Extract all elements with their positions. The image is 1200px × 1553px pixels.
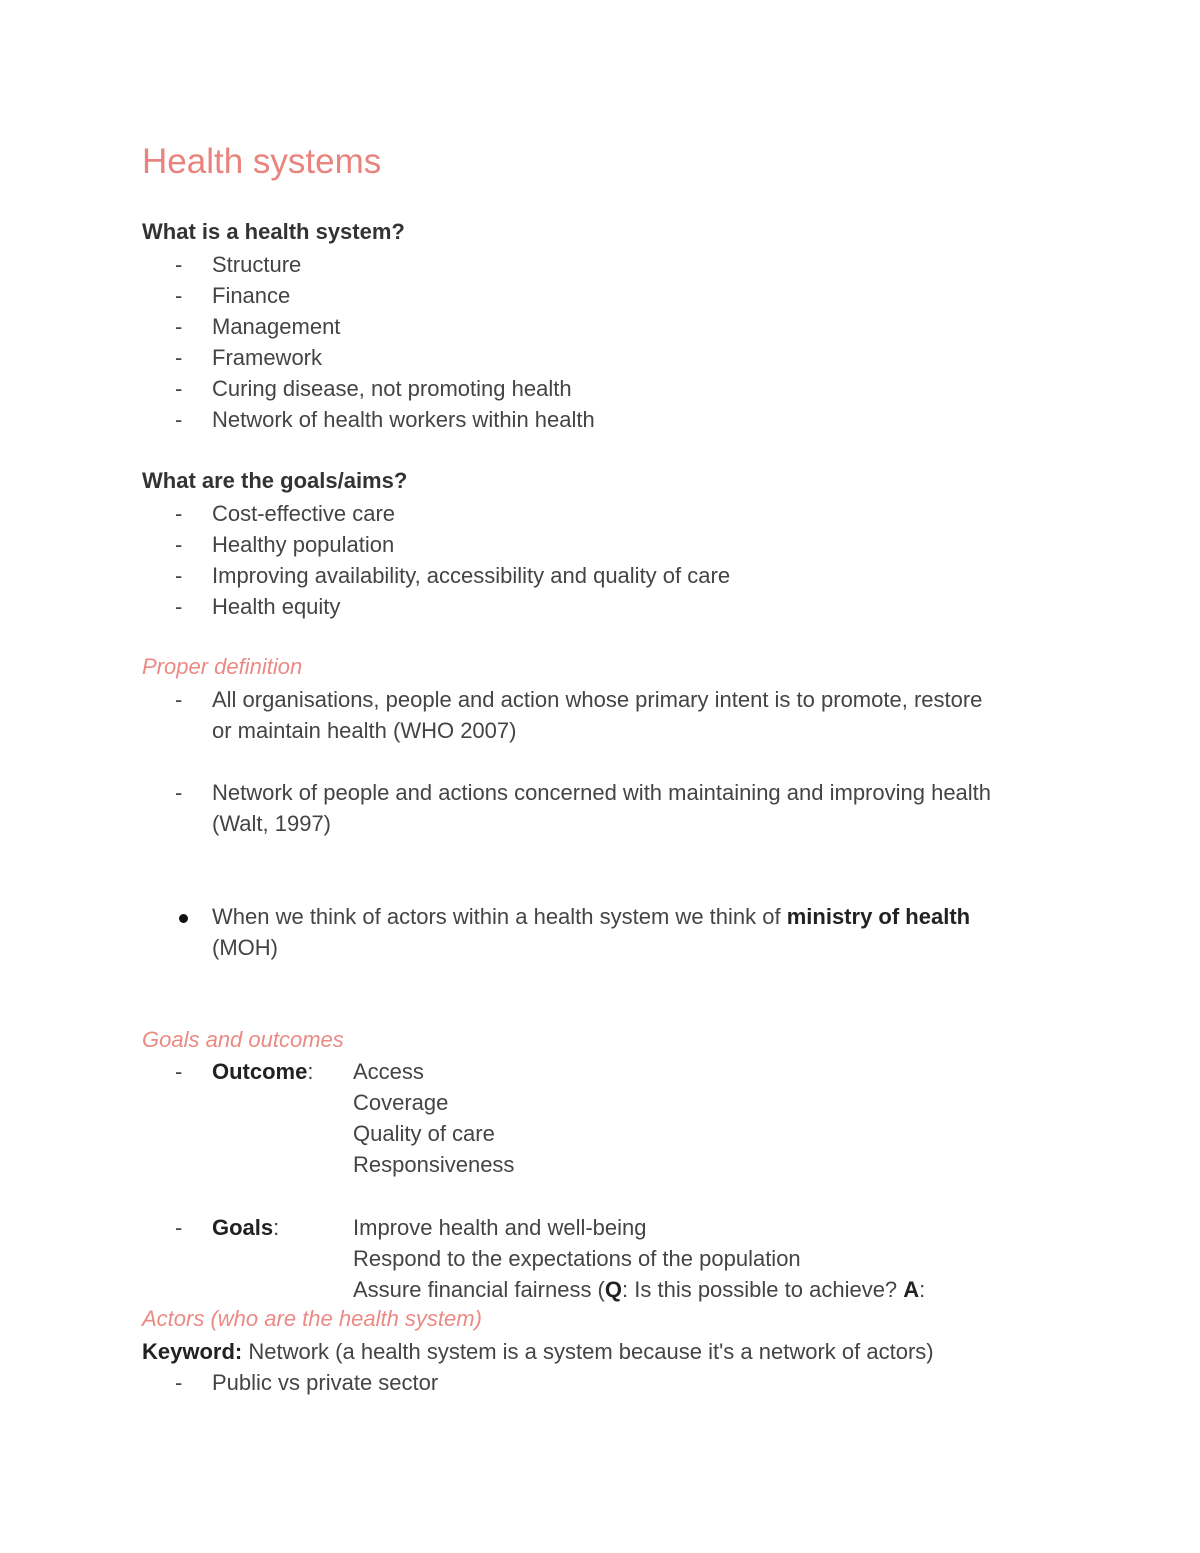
actors-note-line-1: When we think of actors within a health system we think of ministry of health (212, 904, 971, 929)
list-dash: - (175, 376, 183, 401)
list-dash: - (175, 532, 183, 557)
list-dash: - (175, 501, 183, 526)
list-item: Health equity (212, 594, 341, 619)
outcome-item: Quality of care (353, 1121, 495, 1146)
list-item: Public vs private sector (212, 1370, 439, 1395)
list-dash: - (175, 780, 183, 805)
definition-1-line-1: All organisations, people and action whose primary intent is to promote, restore (212, 687, 983, 712)
outcome-item: Responsiveness (353, 1152, 515, 1177)
list-item: Finance (212, 283, 291, 308)
outcome-item: Coverage (353, 1090, 449, 1115)
list-item: Framework (212, 345, 323, 370)
list-dash: - (175, 407, 183, 432)
goals-label: Goals: (212, 1215, 280, 1240)
outcome-item: Access (353, 1059, 424, 1084)
bullet-dot-icon (179, 914, 188, 923)
goals-item: Improve health and well-being (353, 1215, 647, 1240)
definition-1-line-2: or maintain health (WHO 2007) (212, 718, 517, 743)
outcome-label: Outcome: (212, 1059, 314, 1084)
section-heading-actors: Actors (who are the health system) (142, 1306, 482, 1331)
section-heading-what-is: What is a health system? (142, 219, 405, 244)
section-heading-goals-outcomes: Goals and outcomes (142, 1027, 344, 1052)
list-item: Curing disease, not promoting health (212, 376, 572, 401)
section-heading-goals-aims: What are the goals/aims? (142, 468, 408, 493)
list-dash: - (175, 252, 183, 277)
list-dash: - (175, 594, 183, 619)
list-dash: - (175, 283, 183, 308)
list-item: Cost-effective care (212, 501, 396, 526)
list-dash: - (175, 1370, 183, 1395)
section-heading-proper-definition: Proper definition (142, 654, 303, 679)
list-dash: - (175, 1215, 183, 1240)
list-dash: - (175, 687, 183, 712)
list-item: Management (212, 314, 341, 339)
list-item: Network of health workers within health (212, 407, 595, 432)
list-item: Structure (212, 252, 302, 277)
list-item: Healthy population (212, 532, 395, 557)
list-dash: - (175, 314, 183, 339)
keyword-line: Keyword: Network (a health system is a system because it's a network of actors) (142, 1339, 934, 1364)
goals-item: Respond to the expectations of the population (353, 1246, 801, 1271)
list-dash: - (175, 1059, 183, 1084)
list-dash: - (175, 345, 183, 370)
definition-2-line-2: (Walt, 1997) (212, 811, 332, 836)
list-dash: - (175, 563, 183, 588)
page-title: Health systems (142, 142, 382, 181)
list-item: Improving availability, accessibility and quality of care (212, 563, 731, 588)
goals-item-financial-fairness: Assure financial fairness (Q: Is this possible to achieve? A: (353, 1277, 926, 1302)
actors-note-line-2: (MOH) (212, 935, 278, 960)
definition-2-line-1: Network of people and actions concerned with maintaining and improving health (212, 780, 992, 805)
